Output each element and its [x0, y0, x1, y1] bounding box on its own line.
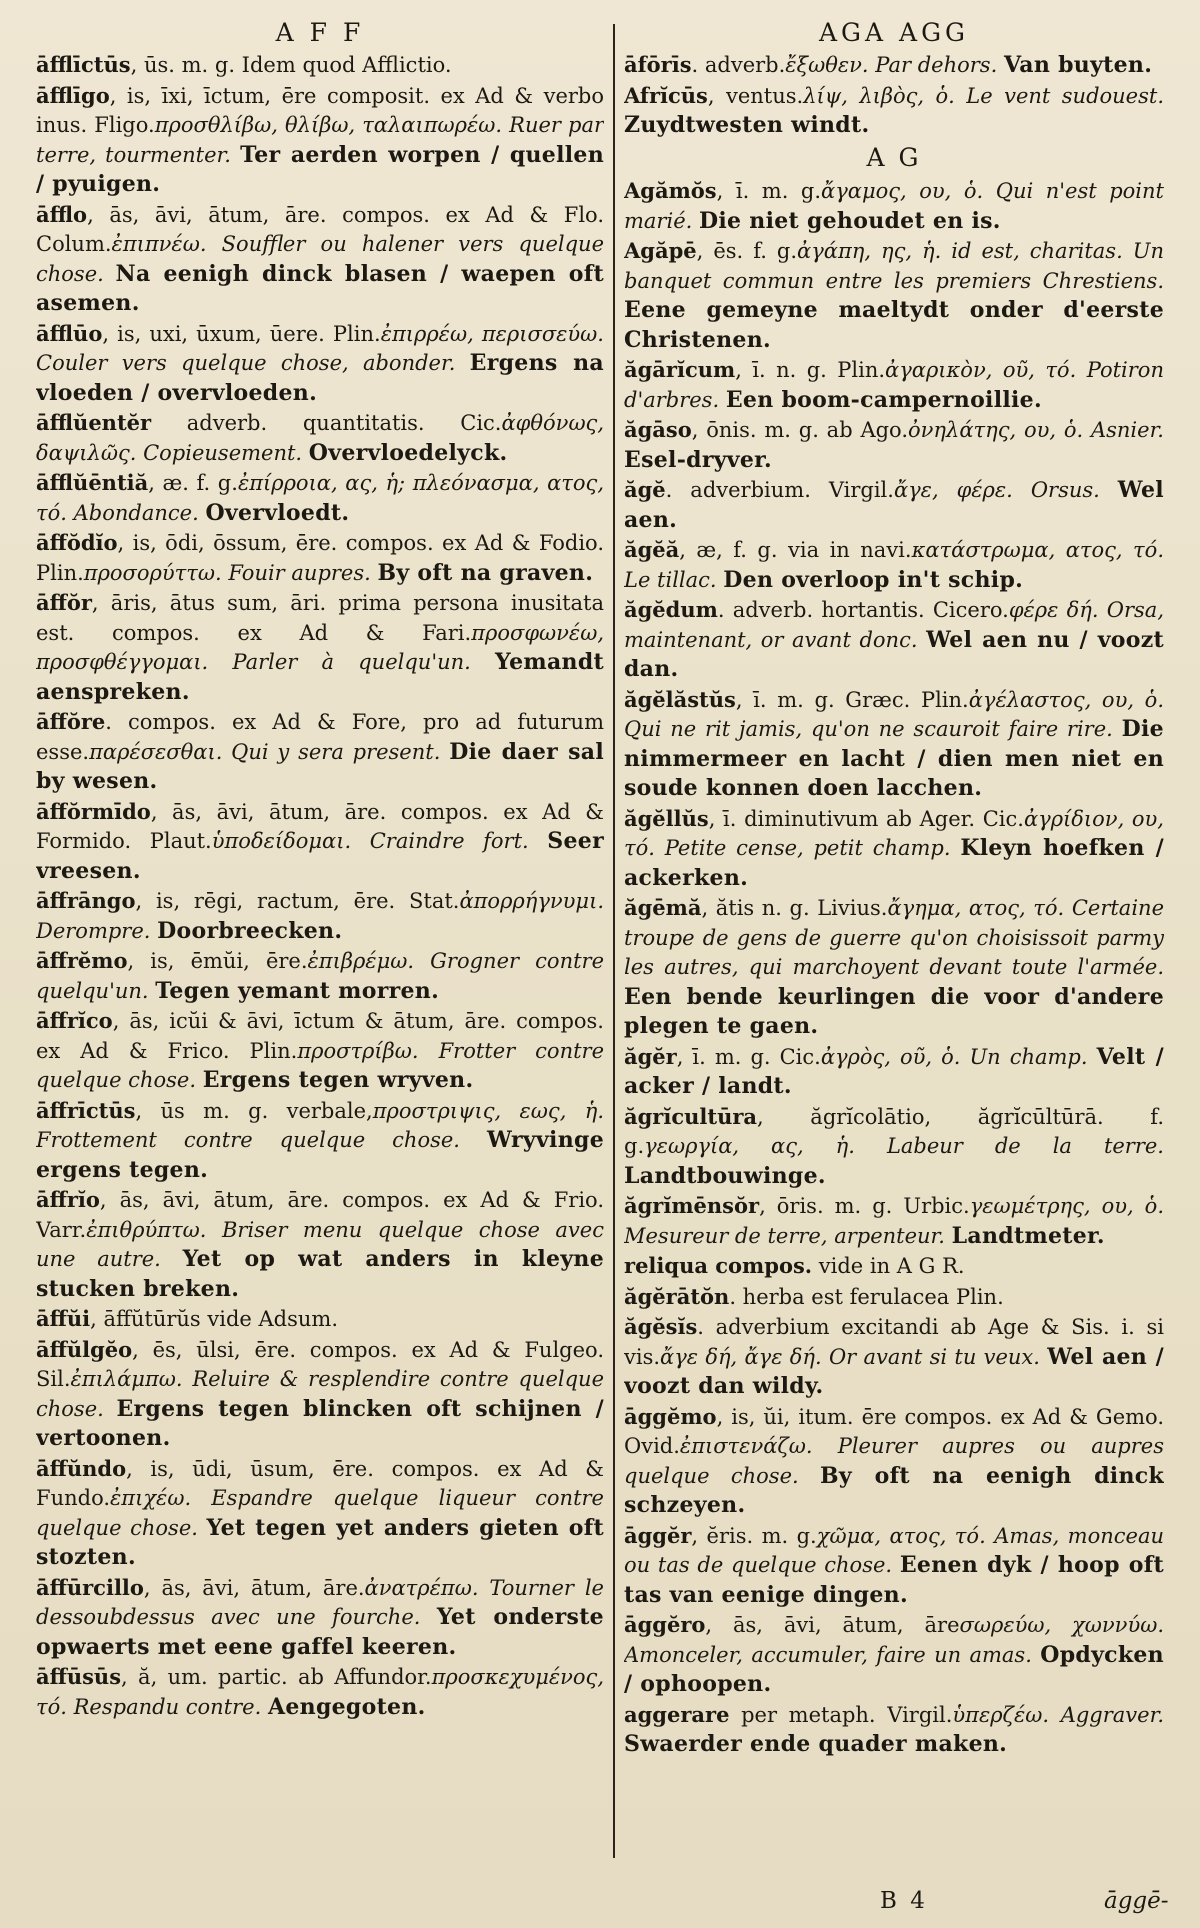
- french-translation: Orsus.: [1030, 478, 1100, 502]
- dictionary-entry: [36, 1454, 604, 1573]
- headword: āffrĭco: [36, 1008, 113, 1033]
- dutch-translation: Een boom-campernoillie.: [725, 386, 1042, 413]
- dutch-translation: Tegen yemant morren.: [155, 977, 440, 1004]
- headword: āffrĕmo: [36, 948, 128, 973]
- headword: āggĕr: [624, 1522, 692, 1548]
- dutch-translation: Ergens na vloeden / overvloeden.: [36, 350, 604, 406]
- dutch-translation: Eenen dyk / hoop oft tas van eenige dingen.: [624, 1552, 1164, 1608]
- french-translation: Petite cense, petit champ.: [664, 836, 951, 860]
- greek-equivalent: ἐπιχέω.: [110, 1486, 192, 1510]
- dictionary-entry: [36, 50, 604, 81]
- french-translation: Frottement contre quelque chose.: [36, 1128, 460, 1152]
- greek-equivalent: χῶμα, ατος, τό.: [816, 1523, 986, 1548]
- dutch-translation: Overvloedt.: [205, 499, 350, 526]
- headword: aggerare: [624, 1701, 730, 1727]
- dictionary-entry: [624, 1042, 1164, 1102]
- headword: āffrĭo: [36, 1187, 100, 1212]
- dictionary-entry: [624, 236, 1164, 355]
- dutch-translation: Overvloedelyck.: [308, 439, 508, 466]
- dictionary-entry: [624, 685, 1164, 804]
- greek-equivalent: ἐπιπνέω.: [111, 232, 207, 256]
- grammar-note: vide in A G R.: [812, 1254, 965, 1278]
- greek-equivalent: ἐπιλάμπω.: [70, 1367, 183, 1391]
- dutch-translation: Die daer sal by wesen.: [36, 738, 604, 794]
- headword: āfflūo: [36, 320, 103, 346]
- dictionary-entry: [36, 1304, 604, 1335]
- greek-equivalent: ἐπιθρύπτω.: [86, 1217, 207, 1242]
- grammar-note: , ās, āvi, ātum, āre. compos. ex Ad & Frio. Varr.: [36, 1188, 604, 1242]
- greek-equivalent: ἄγημα, ατος, τό.: [887, 896, 1065, 920]
- french-translation: Qui n'est point marié.: [624, 179, 1164, 233]
- grammar-note: , ēs. f. g.: [696, 239, 798, 263]
- headword: āfōrīs: [624, 52, 692, 77]
- dutch-translation: Yet onderste opwaerts met eene gaffel keeren.: [36, 1604, 604, 1660]
- page-footer: [0, 1888, 1200, 1924]
- greek-equivalent: ἄγε δή, ἄγε δή.: [660, 1344, 822, 1369]
- headword: āffūsūs: [36, 1664, 122, 1689]
- dutch-translation: Ergens tegen blincken oft schijnen / vertoonen.: [36, 1395, 604, 1451]
- dutch-translation: Ter aerden worpen / quellen / pyuigen.: [36, 141, 604, 197]
- right-entries: [624, 50, 1164, 1760]
- french-translation: Labeur de la terre.: [886, 1134, 1164, 1158]
- dictionary-entry: [36, 81, 604, 200]
- grammar-note: , āffŭtūrŭs vide Adsum.: [90, 1307, 339, 1331]
- greek-equivalent: ὑπερζέω.: [952, 1702, 1050, 1727]
- section-heading: A G: [866, 142, 922, 172]
- dictionary-entry: [624, 1191, 1164, 1251]
- dictionary-entry: [624, 1521, 1164, 1611]
- headword: āffūrcillo: [36, 1574, 144, 1600]
- dutch-translation: Yemandt aenspreken.: [36, 649, 604, 705]
- greek-equivalent: ἀνατρέπω.: [364, 1575, 479, 1600]
- headword: āffŭlgĕo: [36, 1336, 133, 1362]
- greek-equivalent: ἀγρίδιον, ου, τό.: [624, 806, 1164, 860]
- dutch-translation: Den overloop in't schip.: [723, 566, 1024, 593]
- grammar-note: . herba est ferulacea Plin.: [729, 1284, 1004, 1309]
- column-divider: [613, 24, 615, 1858]
- headword: Agăpē: [624, 238, 697, 263]
- dutch-translation: Wel aen nu / voozt dan.: [624, 626, 1164, 682]
- headword: ăgrĭmēnsŏr: [624, 1193, 760, 1218]
- french-translation: Par dehors.: [875, 53, 998, 77]
- dictionary-entry: [624, 595, 1164, 685]
- greek-equivalent: προσφωνέω, προσφθέγγομαι.: [36, 620, 604, 674]
- grammar-note: , æ. f. g.: [148, 471, 238, 495]
- dictionary-entry: [624, 1102, 1164, 1192]
- headword: āffŏre: [36, 709, 106, 734]
- headword: āfflŭēntiă: [36, 470, 149, 495]
- french-translation: Un champ.: [969, 1044, 1088, 1069]
- dutch-translation: Doorbreecken.: [157, 917, 343, 944]
- french-translation: Potiron d'arbres.: [624, 358, 1164, 412]
- left-entries: [36, 50, 604, 1722]
- french-translation: Certaine troupe de gens de guerre qu'on choisissoit parmy les autres, qui marchoyent devant toute l'armée.: [624, 896, 1164, 979]
- grammar-note: , ōnis. m. g. ab Ago.: [691, 418, 909, 442]
- dictionary-entry: [36, 1573, 604, 1663]
- french-translation: Respandu contre.: [73, 1694, 262, 1719]
- greek-equivalent: προσορύττω.: [83, 560, 222, 585]
- dutch-translation: Die nimmermeer en lacht / dien men niet en soude konnen doen lacchen.: [624, 716, 1164, 801]
- dictionary-entry: [624, 893, 1164, 1042]
- dictionary-entry: [624, 475, 1164, 535]
- dictionary-entry: [36, 1006, 604, 1096]
- grammar-note: , ī. m. g.: [716, 179, 822, 203]
- dutch-translation: Zuydtwesten windt.: [624, 112, 870, 138]
- greek-equivalent: φέρε δή.: [1008, 598, 1099, 622]
- greek-equivalent: ἀγάπη, ης, ἡ. id est, charitas.: [797, 239, 1123, 263]
- headword: ăgĕsĭs: [624, 1314, 698, 1339]
- dutch-translation: Een bende keurlingen die voor d'andere plegen te gaen.: [624, 983, 1164, 1039]
- dictionary-entry: [624, 1282, 1164, 1313]
- french-translation: Souffler ou halener vers quelque chose.: [36, 232, 604, 286]
- dictionary-entry: [624, 176, 1164, 236]
- dictionary-entry: [36, 1662, 604, 1722]
- french-translation: Derompre.: [36, 918, 151, 943]
- greek-equivalent: ἄγαμος, ου, ὁ.: [821, 179, 984, 203]
- french-translation: Abondance.: [73, 500, 199, 525]
- dictionary-entry: [624, 355, 1164, 415]
- french-translation: Qui y sera present.: [231, 739, 441, 764]
- grammar-note: adverb. quantitatis. Cic.: [151, 411, 502, 435]
- dictionary-entry: [36, 1335, 604, 1454]
- catchword: āggē-: [1104, 1888, 1169, 1914]
- greek-equivalent: λίψ, λιβὸς, ὁ.: [803, 83, 955, 108]
- headword: reliqua compos.: [624, 1253, 813, 1278]
- grammar-note: . compos. ex Ad & Fore, pro ad futurum esse.: [36, 710, 604, 764]
- headword: ăgāso: [624, 417, 692, 442]
- headword: Agămŏs: [624, 178, 717, 203]
- greek-equivalent: ἀγρὸς, οῦ, ὁ.: [820, 1044, 961, 1069]
- greek-equivalent: ἐπίρροια, ας, ἡ; πλεόνασμα, ατος, τό.: [36, 471, 604, 525]
- dutch-translation: Velt / acker / landt.: [624, 1043, 1164, 1099]
- dutch-translation: Wel aen / voozt dan wildy.: [624, 1343, 1164, 1399]
- french-translation: Pleurer aupres ou aupres quelque chose.: [624, 1434, 1164, 1488]
- greek-equivalent: προσθλίβω, θλίβω, ταλαιπωρέω.: [154, 113, 503, 137]
- dutch-translation: Na eenigh dinck blasen / waepen oft asemen.: [36, 260, 604, 316]
- dictionary-entry: [36, 886, 604, 946]
- headword: āfflŭentĕr: [36, 410, 152, 435]
- greek-equivalent: ὀνηλάτης, ου, ὁ.: [908, 418, 1084, 442]
- dutch-translation: Aengegoten.: [267, 1693, 426, 1720]
- headword: āffŭi: [36, 1306, 91, 1331]
- dutch-translation: Wel aen.: [624, 477, 1164, 533]
- french-translation: Fouir aupres.: [228, 560, 371, 585]
- greek-equivalent: ἄγε, φέρε.: [893, 478, 1013, 502]
- greek-equivalent: προστρίβω.: [297, 1038, 419, 1063]
- headword: ăgĕlăstŭs: [624, 686, 736, 712]
- dutch-translation: Swaerder ende quader maken.: [624, 1731, 1008, 1757]
- greek-equivalent: ἐπιβρέμω.: [307, 949, 415, 973]
- dutch-translation: Van buyten.: [1003, 52, 1153, 78]
- grammar-note: , ēs, ūlsi, ēre. compos. ex Ad & Fulgeo. Sil.: [36, 1337, 604, 1391]
- grammar-note: , ăgrĭcolātio, ăgrĭcūltūrā. f. g.: [624, 1104, 1164, 1158]
- greek-equivalent: γεωμέτρης, ου, ὁ.: [969, 1194, 1164, 1218]
- grammar-note: , ventus.: [707, 83, 804, 108]
- grammar-note: , ī. m. g. Cic.: [676, 1044, 821, 1069]
- dictionary-entry: [36, 797, 604, 887]
- grammar-note: , ătis n. g. Livius.: [701, 896, 888, 920]
- dictionary-entry: [36, 588, 604, 707]
- headword: āfflīctūs: [36, 52, 131, 77]
- grammar-note: . adverb. hortantis. Cicero.: [717, 598, 1009, 622]
- right-top-entries: [624, 50, 1164, 141]
- dutch-translation: Ergens tegen wryven.: [202, 1067, 474, 1093]
- headword: ăgĕr: [624, 1043, 677, 1069]
- left-running-header: A F F: [275, 18, 365, 47]
- dutch-translation: Landtmeter.: [951, 1222, 1105, 1249]
- dictionary-entry: [36, 408, 604, 468]
- dictionary-entry: [624, 535, 1164, 595]
- grammar-note: , ī. n. g. Plin.: [735, 358, 886, 382]
- dictionary-entry: [36, 707, 604, 797]
- french-translation: Copieusement.: [143, 440, 303, 465]
- french-translation: Le vent sudouest.: [966, 83, 1164, 108]
- grammar-note: , ūs. m. g. Idem quod Afflictio.: [130, 53, 452, 77]
- grammar-note: , æ, f. g. via in navi.: [679, 538, 912, 562]
- grammar-note: , is, ēmŭi, ēre.: [127, 949, 308, 973]
- dictionary-entry: [624, 81, 1164, 141]
- grammar-note: , is, ōdi, ōssum, ēre. compos. ex Ad & Fodio. Plin.: [36, 531, 604, 585]
- headword: āfflo: [36, 201, 88, 227]
- greek-equivalent: ἀγέλαστος, ου, ὁ.: [968, 687, 1164, 712]
- left-column: [36, 18, 604, 1858]
- french-translation: Amonceler, accumuler, faire un amas.: [624, 1642, 1032, 1667]
- grammar-note: , ă, um. partic. ab Affundor.: [121, 1665, 432, 1689]
- greek-equivalent: προσκεχυμένος, τό.: [36, 1665, 604, 1719]
- dictionary-entry: [36, 468, 604, 528]
- greek-equivalent: σωρεύω, χωννύω.: [959, 1613, 1164, 1637]
- dictionary-entry: [36, 200, 604, 319]
- french-translation: Tourner le dessoubdessus avec une fourche.: [36, 1575, 604, 1629]
- headword: ăgĕrātŏn: [624, 1283, 730, 1309]
- french-translation: Ruer par terre, tourmenter.: [36, 113, 604, 167]
- french-translation: Reluire & resplendire contre quelque chose.: [36, 1367, 604, 1421]
- dictionary-entry: [36, 946, 604, 1006]
- headword: ăgēmă: [624, 895, 702, 920]
- dictionary-entry: [36, 1185, 604, 1304]
- dutch-translation: Eene gemeyne maeltydt onder d'eerste Christenen.: [624, 297, 1164, 353]
- greek-equivalent: ἀφθόνως, δαψιλῶς.: [36, 411, 604, 465]
- grammar-note: , ās, āvi, ātum, āre: [705, 1613, 960, 1637]
- french-translation: Espandre quelque liqueur contre quelque chose.: [36, 1486, 604, 1540]
- grammar-note: , is, īxi, īctum, ēre composit. ex Ad & verbo inus. Fligo.: [36, 83, 604, 137]
- grammar-note: , ās, āvi, ātum, āre. compos. ex Ad & Formido. Plaut.: [36, 799, 604, 853]
- dictionary-entry: [624, 1251, 1164, 1282]
- french-translation: Mesureur de terre, arpenteur.: [624, 1223, 945, 1248]
- headword: āffŭndo: [36, 1455, 127, 1481]
- greek-equivalent: ὑποδείδομαι.: [211, 829, 352, 853]
- french-translation: Couler vers quelque chose, abonder.: [36, 351, 456, 375]
- french-translation: Or avant si tu veux.: [828, 1344, 1040, 1369]
- grammar-note: . adverb.: [691, 53, 786, 77]
- french-translation: Briser menu quelque chose avec une autre.: [36, 1217, 604, 1271]
- grammar-note: , is, uxi, ūxum, ūere. Plin.: [102, 321, 381, 346]
- greek-equivalent: ἔξωθεν.: [785, 53, 869, 77]
- french-translation: Orsa, maintenant, or avant donc.: [624, 598, 1164, 652]
- grammar-note: , ās, āvi, ātum, āre. compos. ex Ad & Flo. Colum.: [36, 202, 604, 256]
- french-translation: Amas, monceau ou tas de quelque chose.: [624, 1523, 1164, 1577]
- grammar-note: per metaph. Virgil.: [729, 1702, 953, 1727]
- headword: ăgrĭcultūra: [624, 1103, 758, 1129]
- greek-equivalent: ἐπιστενάζω.: [679, 1434, 813, 1458]
- french-translation: Le tillac.: [624, 567, 717, 592]
- dictionary-entry: [36, 1096, 604, 1186]
- grammar-note: . adverbium. Virgil.: [665, 478, 894, 502]
- grammar-note: , āris, ātus sum, āri. prima persona inusitata est. compos. ex Ad & Fari.: [36, 591, 604, 645]
- headword: ăgĕ: [624, 477, 666, 502]
- grammar-note: , is, ūdi, ūsum, ēre. compos. ex Ad & Fundo.: [36, 1456, 604, 1510]
- two-column-layout: [36, 18, 1164, 1858]
- grammar-note: , ĕris. m. g.: [691, 1523, 817, 1548]
- french-translation: Parler à quelqu'un.: [232, 650, 471, 674]
- dictionary-entry: [36, 528, 604, 588]
- dutch-translation: By oft na eenigh dinck schzeyen.: [624, 1462, 1164, 1518]
- headword: ăgĕă: [624, 537, 680, 562]
- grammar-note: , ūs m. g. verbale,: [135, 1098, 373, 1123]
- greek-equivalent: κατάστρωμα, ατος, τό.: [911, 538, 1164, 562]
- dictionary-entry: [624, 1312, 1164, 1402]
- greek-equivalent: ἀπορρήγνυμι.: [459, 889, 604, 913]
- headword: āffrāngo: [36, 888, 136, 913]
- dutch-translation: Opdycken / ophoopen.: [624, 1641, 1164, 1697]
- french-translation: Asnier.: [1090, 418, 1164, 442]
- headword: ăgĕllŭs: [624, 805, 709, 831]
- headword: āffrīctūs: [36, 1097, 136, 1123]
- headword: ăgĕdum: [624, 597, 718, 622]
- headword: āggĕmo: [624, 1403, 717, 1429]
- signature-mark: B 4: [880, 1888, 928, 1914]
- grammar-note: , ās, āvi, ātum, āre.: [143, 1575, 365, 1600]
- grammar-note: , is, ŭi, itum. ēre compos. ex Ad & Gemo. Ovid.: [624, 1404, 1164, 1458]
- dutch-translation: Seer vreesen.: [36, 828, 604, 884]
- dutch-translation: Yet tegen yet anders gieten oft stozten.: [36, 1514, 604, 1570]
- greek-equivalent: προστριψις, εως, ἡ.: [372, 1098, 604, 1123]
- french-translation: Qui ne rit jamis, qu'on ne scauroit faire rire.: [624, 717, 1113, 741]
- grammar-note: , ās, icŭi & āvi, īctum & ātum, āre. compos. ex Ad & Frico. Plin.: [36, 1009, 604, 1063]
- french-translation: Un banquet commun entre les premiers Chrestiens.: [624, 239, 1164, 293]
- dictionary-entry: [624, 1402, 1164, 1521]
- grammar-note: . adverbium excitandi ab Age & Sis. i. si vis.: [624, 1315, 1164, 1369]
- greek-equivalent: παρέσεσθαι.: [89, 739, 223, 764]
- french-translation: Aggraver.: [1060, 1702, 1164, 1727]
- french-translation: Craindre fort.: [369, 829, 529, 853]
- french-translation: Frotter contre quelque chose.: [36, 1038, 604, 1092]
- grammar-note: , is, rēgi, ractum, ēre. Stat.: [135, 889, 460, 913]
- headword: āffŏdĭo: [36, 530, 118, 555]
- dutch-translation: Wryvinge ergens tegen.: [36, 1127, 604, 1183]
- dictionary-entry: [624, 804, 1164, 894]
- dictionary-entry: [624, 50, 1164, 81]
- right-main-entries: [624, 176, 1164, 1760]
- headword: āggĕro: [624, 1612, 706, 1637]
- dictionary-entry: [36, 319, 604, 409]
- headword: ăgārĭcum: [624, 357, 736, 382]
- grammar-note: , ī. m. g. Græc. Plin.: [735, 687, 969, 712]
- headword: Afrĭcūs: [624, 82, 708, 108]
- greek-equivalent: γεωργία, ας, ἡ.: [644, 1134, 855, 1158]
- dutch-translation: Landtbouwinge.: [624, 1162, 826, 1189]
- dutch-translation: Esel-dryver.: [624, 446, 773, 473]
- headword: āffŏrmīdo: [36, 798, 151, 824]
- dictionary-entry: [624, 1610, 1164, 1700]
- greek-equivalent: ἐπιρρέω, περισσεύω.: [380, 321, 604, 346]
- dutch-translation: Die niet gehoudet en is.: [698, 207, 1001, 234]
- dutch-translation: By oft na graven.: [377, 559, 594, 586]
- french-translation: Grogner contre quelqu'un.: [36, 949, 604, 1003]
- headword: āffŏr: [36, 590, 92, 615]
- greek-equivalent: ἀγαρικὸν, οῦ, τό.: [885, 358, 1077, 382]
- right-column: [624, 18, 1164, 1858]
- headword: āfflīgo: [36, 82, 110, 108]
- dictionary-entry: [624, 1700, 1164, 1760]
- dutch-translation: Yet op wat anders in kleyne stucken breken.: [36, 1246, 604, 1302]
- dictionary-entry: [624, 415, 1164, 475]
- right-running-header: AGA AGG: [818, 18, 970, 47]
- grammar-note: , ōris. m. g. Urbic.: [759, 1194, 970, 1218]
- grammar-note: , ī. diminutivum ab Ager. Cic.: [708, 806, 1024, 831]
- dutch-translation: Kleyn hoefken / ackerken.: [624, 835, 1164, 891]
